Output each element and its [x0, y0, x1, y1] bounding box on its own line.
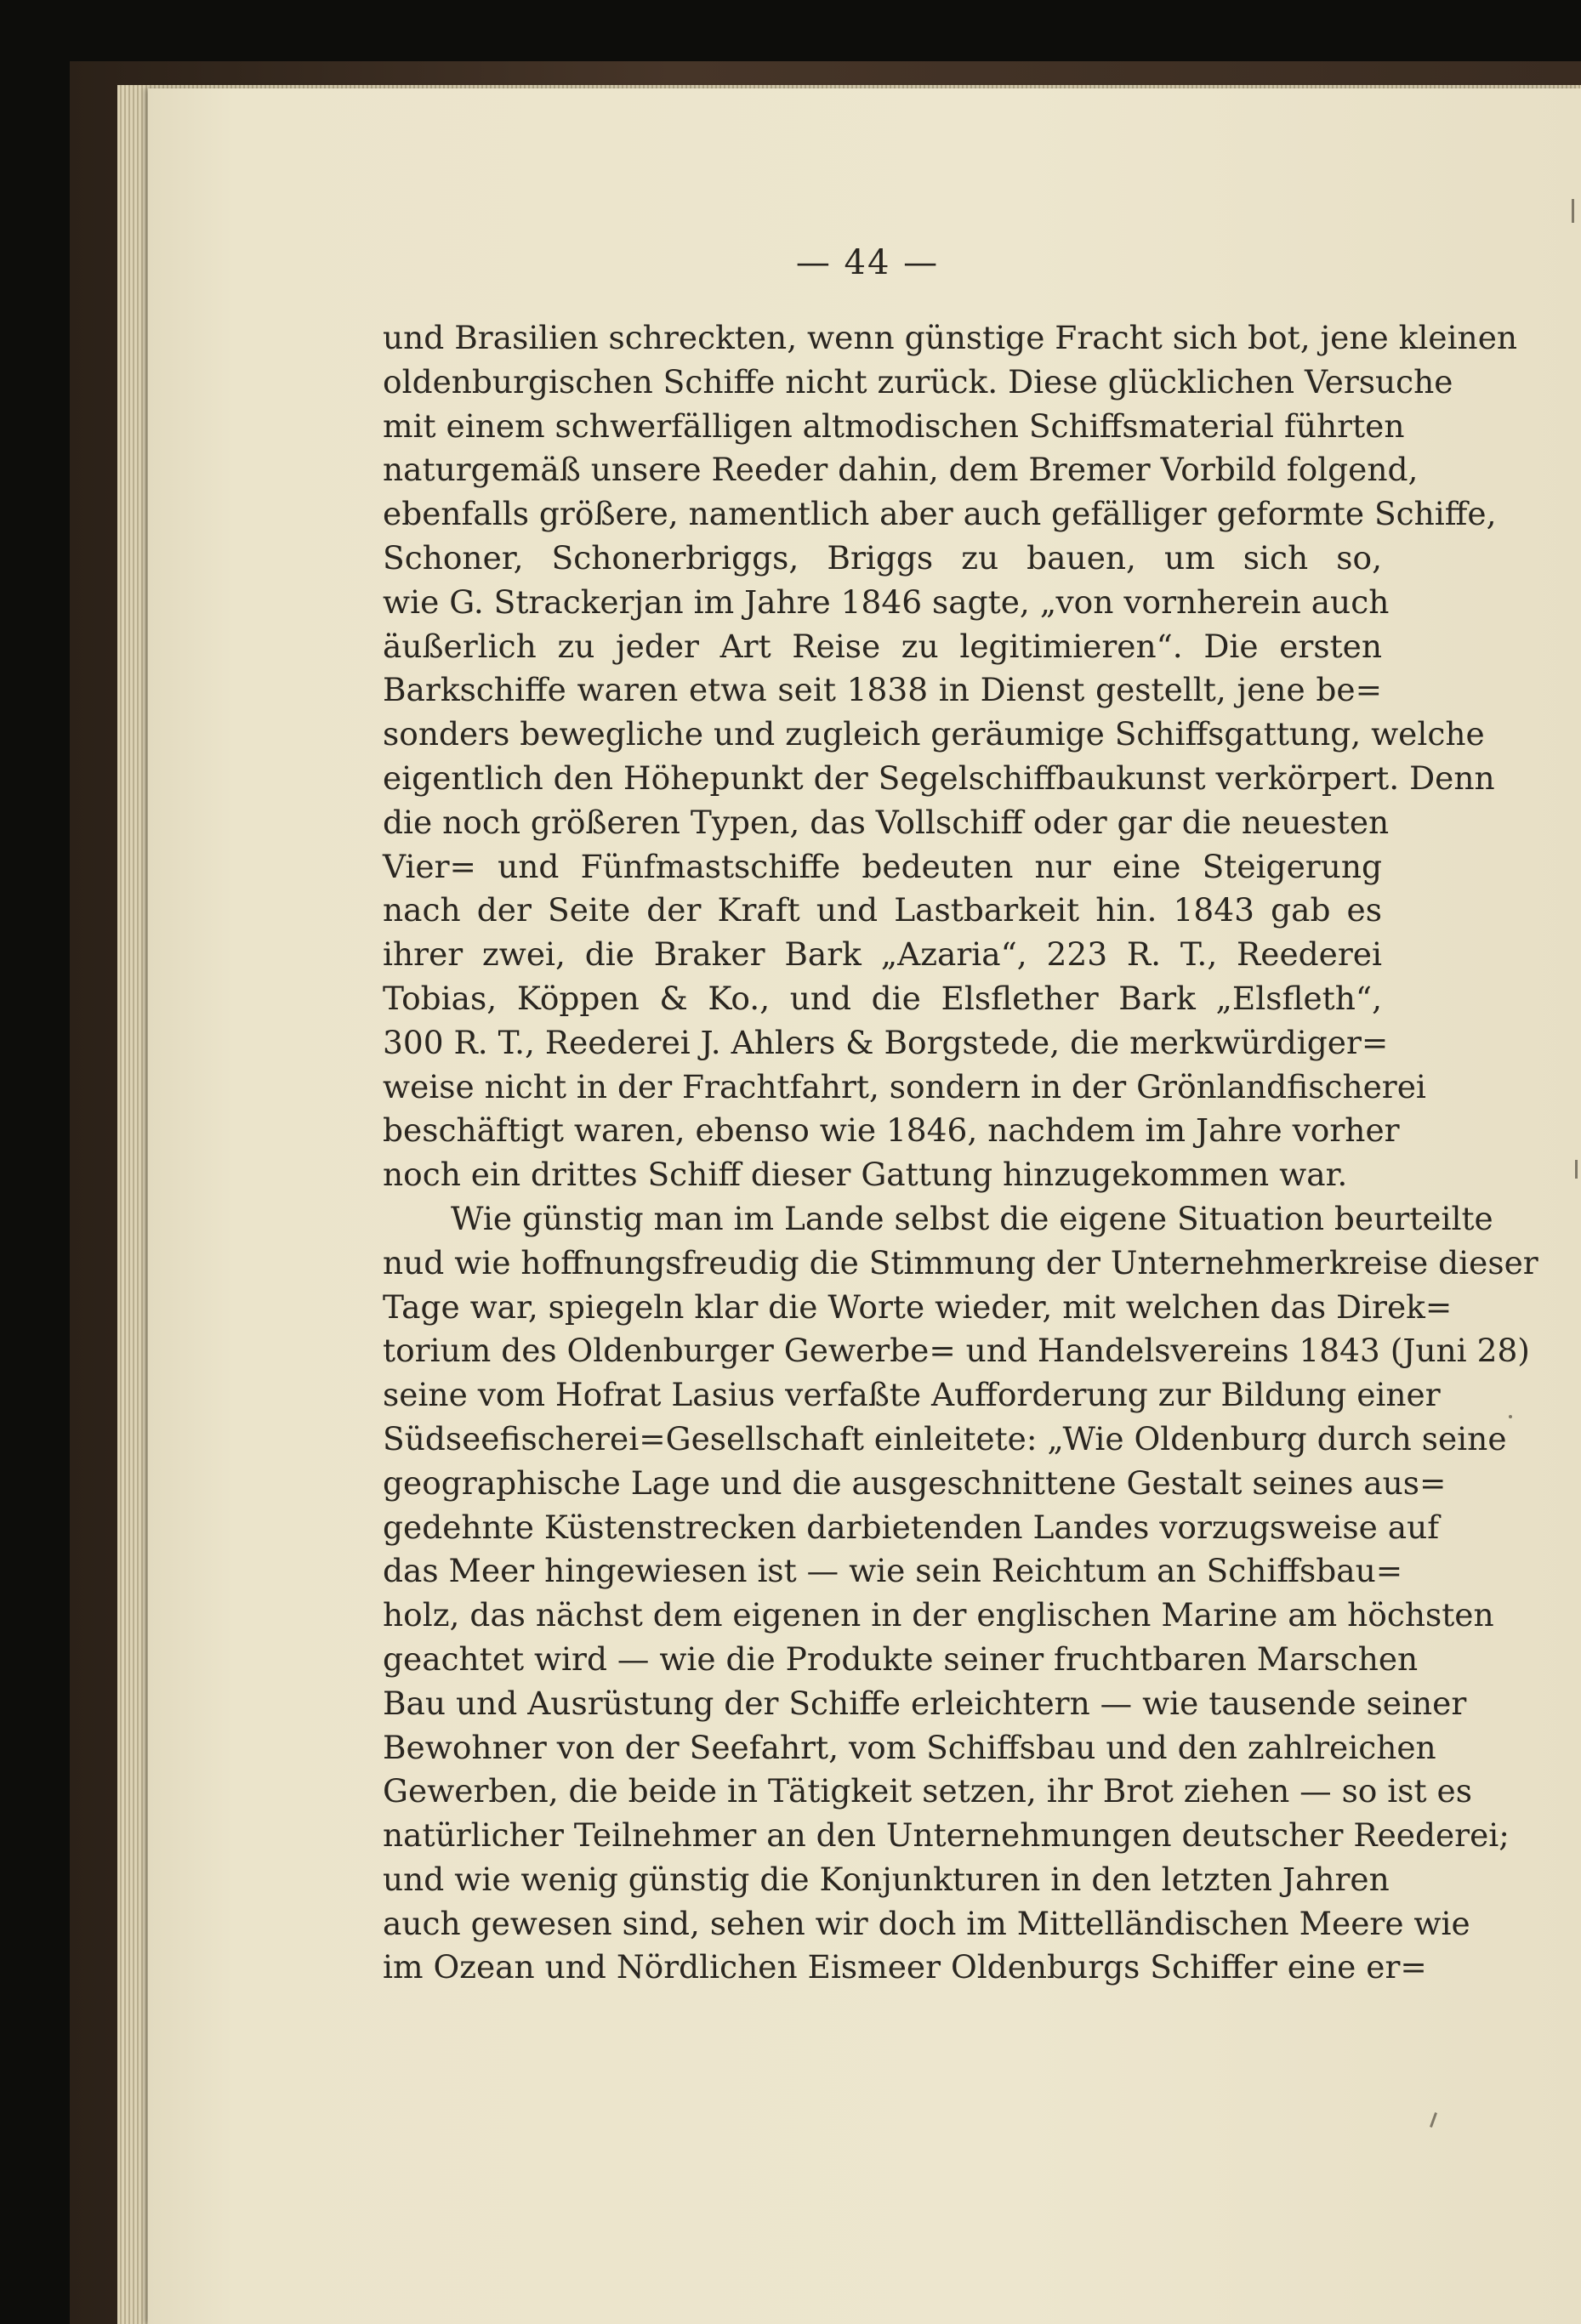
text-line: Barkschiffe waren etwa seit 1838 in Dienst gestellt, jene be= — [383, 671, 1382, 709]
paragraph — [383, 1197, 1538, 1990]
text-line: gedehnte Küstenstrecken darbietenden Landes vorzugsweise auf — [383, 1508, 1440, 1546]
text-line: 300 R. T., Reederei J. Ahlers & Borgstede, die merkwürdiger= — [383, 1023, 1389, 1061]
text-line: naturgemäß unsere Reeder dahin, dem Bremer Vorbild folgend, — [383, 451, 1419, 489]
text-line: sonders bewegliche und zugleich geräumige Schiffsgattung, welche — [383, 715, 1485, 753]
paragraph — [383, 316, 1518, 1197]
text-line: im Ozean und Nördlichen Eismeer Oldenburgs Schiffer eine er= — [383, 1948, 1427, 1986]
text-line: und wie wenig günstig die Konjunkturen in den letzten Jahren — [383, 1860, 1390, 1898]
paper-speck — [1575, 1160, 1578, 1179]
text-line: ihrer zwei, die Braker Bark „Azaria“, 223 R. T., Reederei — [383, 935, 1382, 974]
paper-speck — [1430, 2112, 1437, 2128]
text-line: geachtet wird — wie die Produkte seiner fruchtbaren Marschen — [383, 1639, 1419, 1678]
text-line: auch gewesen sind, sehen wir doch im Mittelländischen Meere wie — [383, 1904, 1470, 1942]
text-line: beschäftigt waren, ebenso wie 1846, nachdem im Jahre vorher — [383, 1111, 1400, 1150]
text-line: äußerlich zu jeder Art Reise zu legitimieren“. Die ersten — [383, 627, 1382, 665]
text-line: die noch größeren Typen, das Vollschiff oder gar die neuesten — [383, 803, 1390, 841]
text-line: oldenburgischen Schiffe nicht zurück. Diese glücklichen Versuche — [383, 362, 1453, 401]
text-line: Schoner, Schonerbriggs, Briggs zu bauen, um sich so, — [383, 538, 1382, 577]
body-text — [383, 316, 1538, 1990]
text-line: nach der Seite der Kraft und Lastbarkeit hin. 1843 gab es — [383, 891, 1382, 929]
text-line: eigentlich den Höhepunkt der Segelschiffbaukunst verkörpert. Denn — [383, 759, 1495, 797]
text-line: noch ein drittes Schiff dieser Gattung hinzugekommen war. — [383, 1156, 1348, 1194]
paper-speck — [1509, 1415, 1512, 1418]
text-line: mit einem schwerfälligen altmodischen Schiffsmaterial führten — [383, 406, 1405, 445]
text-line: das Meer hingewiesen ist — wie sein Reichtum an Schiffsbau= — [383, 1552, 1403, 1590]
text-line: natürlicher Teilnehmer an den Unternehmungen deutscher Reederei; — [383, 1816, 1510, 1855]
text-line: wie G. Strackerjan im Jahre 1846 sagte, „von vornherein auch — [383, 582, 1390, 621]
text-line: Südseefischerei=Gesellschaft einleitete: „Wie Oldenburg durch seine — [383, 1419, 1507, 1457]
text-line: ebenfalls größere, namentlich aber auch gefälliger geformte Schiffe, — [383, 495, 1497, 533]
text-line: Bewohner von der Seefahrt, vom Schiffsbau und den zahlreichen — [383, 1728, 1436, 1766]
text-line: Tobias, Köppen & Ko., und die Elsflether Bark „Elsfleth“, — [383, 979, 1382, 1017]
text-line: und Brasilien schreckten, wenn günstige Fracht sich bot, jene kleinen — [383, 319, 1518, 356]
text-line: Tage war, spiegeln klar die Worte wieder, mit welchen das Direk= — [383, 1287, 1453, 1326]
paper-speck — [1572, 199, 1574, 223]
text-line: geographische Lage und die ausgeschnittene Gestalt seines aus= — [383, 1463, 1447, 1502]
text-line: Vier= und Fünfmastschiffe bedeuten nur eine Steigerung — [383, 847, 1382, 885]
text-line: seine vom Hofrat Lasius verfaßte Aufforderung zur Bildung einer — [383, 1376, 1441, 1414]
text-line: Bau und Ausrüstung der Schiffe erleichtern — wie tausende seiner — [383, 1684, 1467, 1722]
text-line: weise nicht in der Frachtfahrt, sondern in der Grönlandfischerei — [383, 1067, 1426, 1105]
text-line: torium des Oldenburger Gewerbe= und Handelsvereins 1843 (Juni 28) — [383, 1332, 1530, 1370]
text-line: holz, das nächst dem eigenen in der englischen Marine am höchsten — [383, 1596, 1494, 1634]
page-number: — 44 — — [795, 243, 940, 282]
text-line: Wie günstig man im Lande selbst die eigene Situation beurteilte — [451, 1199, 1493, 1237]
text-line: Gewerben, die beide in Tätigkeit setzen, ihr Brot ziehen — so ist es — [383, 1772, 1472, 1810]
text-line: nud wie hoffnungsfreudig die Stimmung der Unternehmerkreise dieser — [383, 1243, 1538, 1281]
